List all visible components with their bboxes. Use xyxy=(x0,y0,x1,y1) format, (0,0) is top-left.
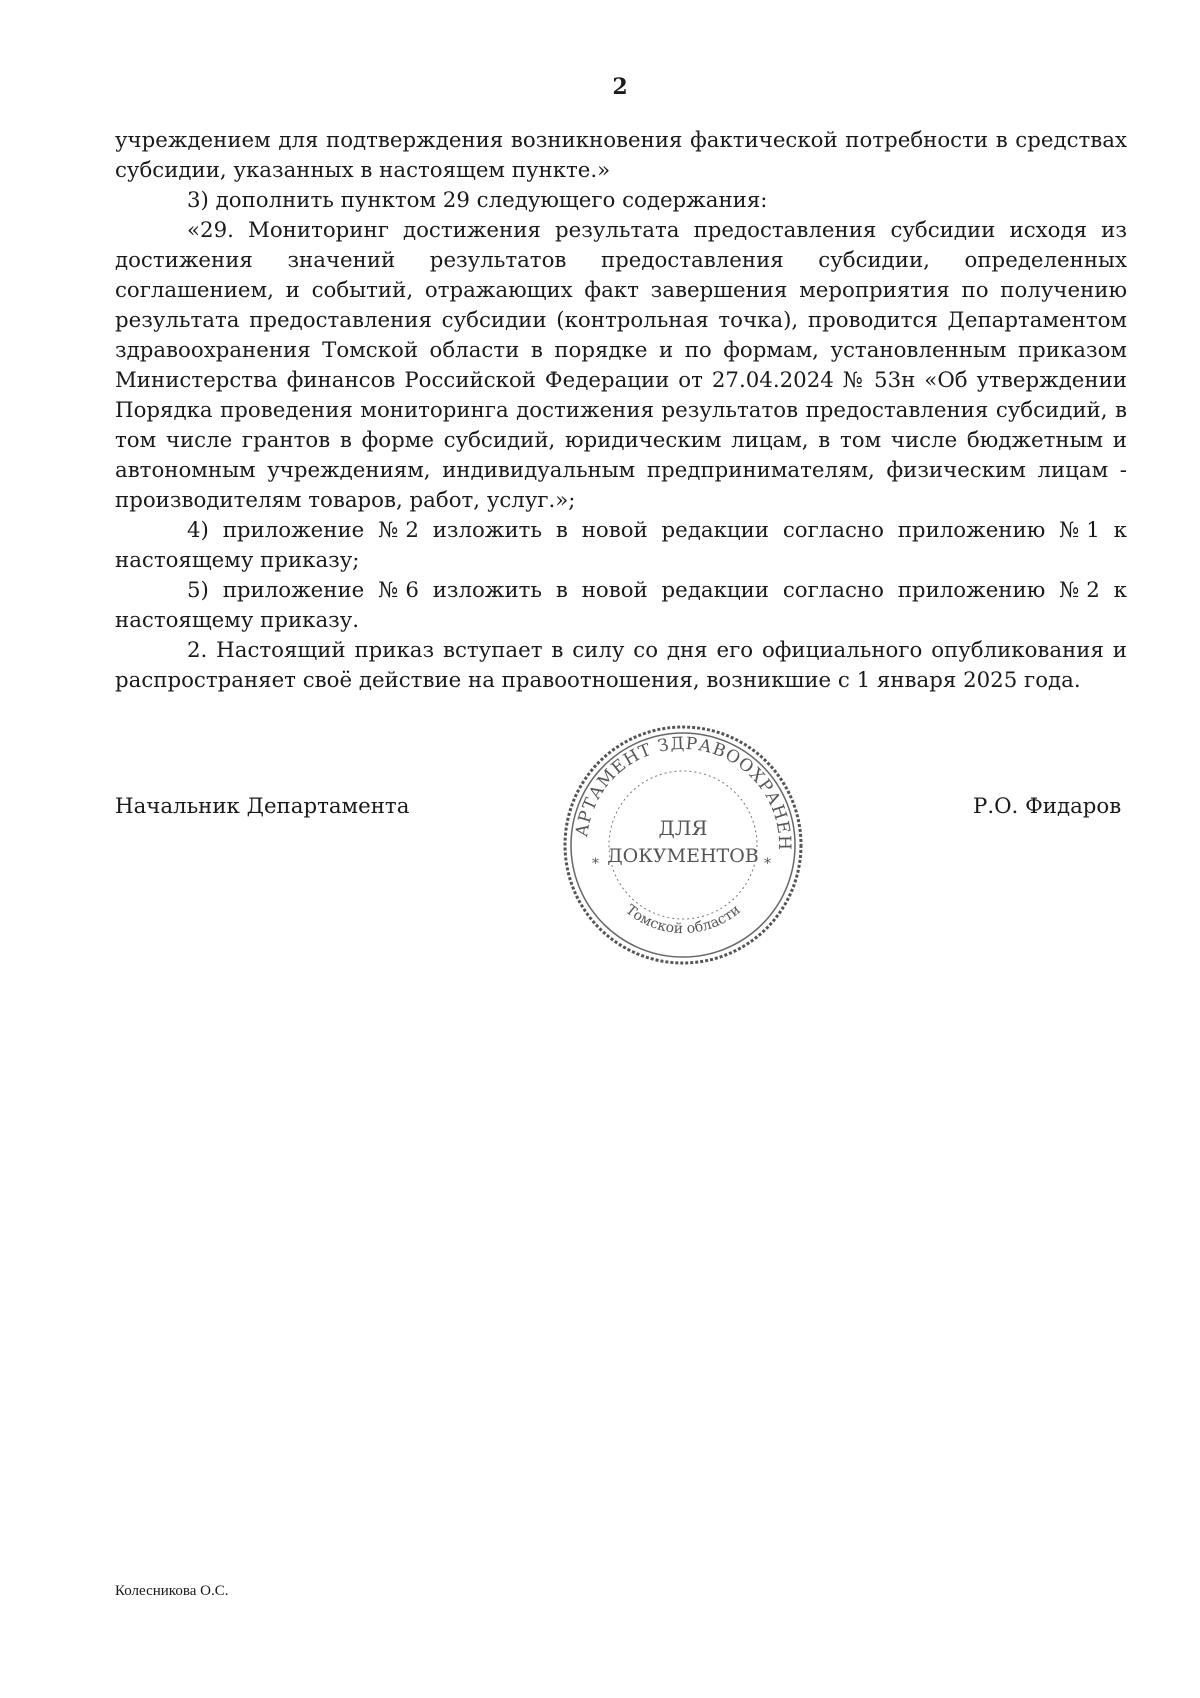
executor-name: Колесникова О.С. xyxy=(115,1583,229,1599)
stamp-outer-text: АРТАМЕНТ ЗДРАВООХРАНЕН xyxy=(572,733,795,852)
paragraph-clause-2: 2. Настоящий приказ вступает в силу со дня его официального опубликования и распространяет своё действие на правоотношения, возникшие с 1 января 2025 года. xyxy=(115,638,1127,693)
stamp-center-line2: ДОКУМЕНТОВ xyxy=(607,845,759,867)
official-stamp xyxy=(560,722,806,968)
signature-title: Начальник Департамента xyxy=(115,794,410,819)
svg-text:*: * xyxy=(592,856,599,872)
svg-text:*: * xyxy=(764,856,771,872)
page-number: 2 xyxy=(612,74,628,100)
stamp-center-line1: ДЛЯ xyxy=(658,816,708,840)
document-body xyxy=(115,126,1127,696)
paragraph-item-4: 4) приложение №2 изложить в новой редакции согласно приложению №1 к настоящему приказу; xyxy=(115,518,1127,573)
stamp-bottom-text: Томской области xyxy=(622,901,744,938)
paragraph-item-5: 5) приложение №6 изложить в новой редакции согласно приложению №2 к настоящему приказу. xyxy=(115,578,1127,633)
paragraph-continuation: учреждением для подтверждения возникновения фактической потребности в средствах субсидии, указанных в настоящем пункте.» xyxy=(115,128,1127,183)
signature-name: Р.О. Фидаров xyxy=(973,794,1122,819)
paragraph-item-3: 3) дополнить пунктом 29 следующего содержания: xyxy=(187,188,768,213)
paragraph-point-29: «29. Мониторинг достижения результата предоставления субсидии исходя из достижения значений результатов предоставления субсидии, определенных соглашением, и событий, отражающих факт завершения мероприятия по получению результата предоставления субсидии (контрольная точка), проводится Департаментом здравоохранения Томской области в порядке и по формам, установленным приказом Министерства финансов Российской Федерации от 27.04.2024 № 53н «Об утверждении Порядка проведения мониторинга достижения результатов предоставления субсидий, в том числе грантов в форме субсидий, юридическим лицам, в том числе бюджетным и автономным учреждениям, индивидуальным предпринимателям, физическим лицам - производителям товаров, работ, услуг.»; xyxy=(115,218,1127,513)
